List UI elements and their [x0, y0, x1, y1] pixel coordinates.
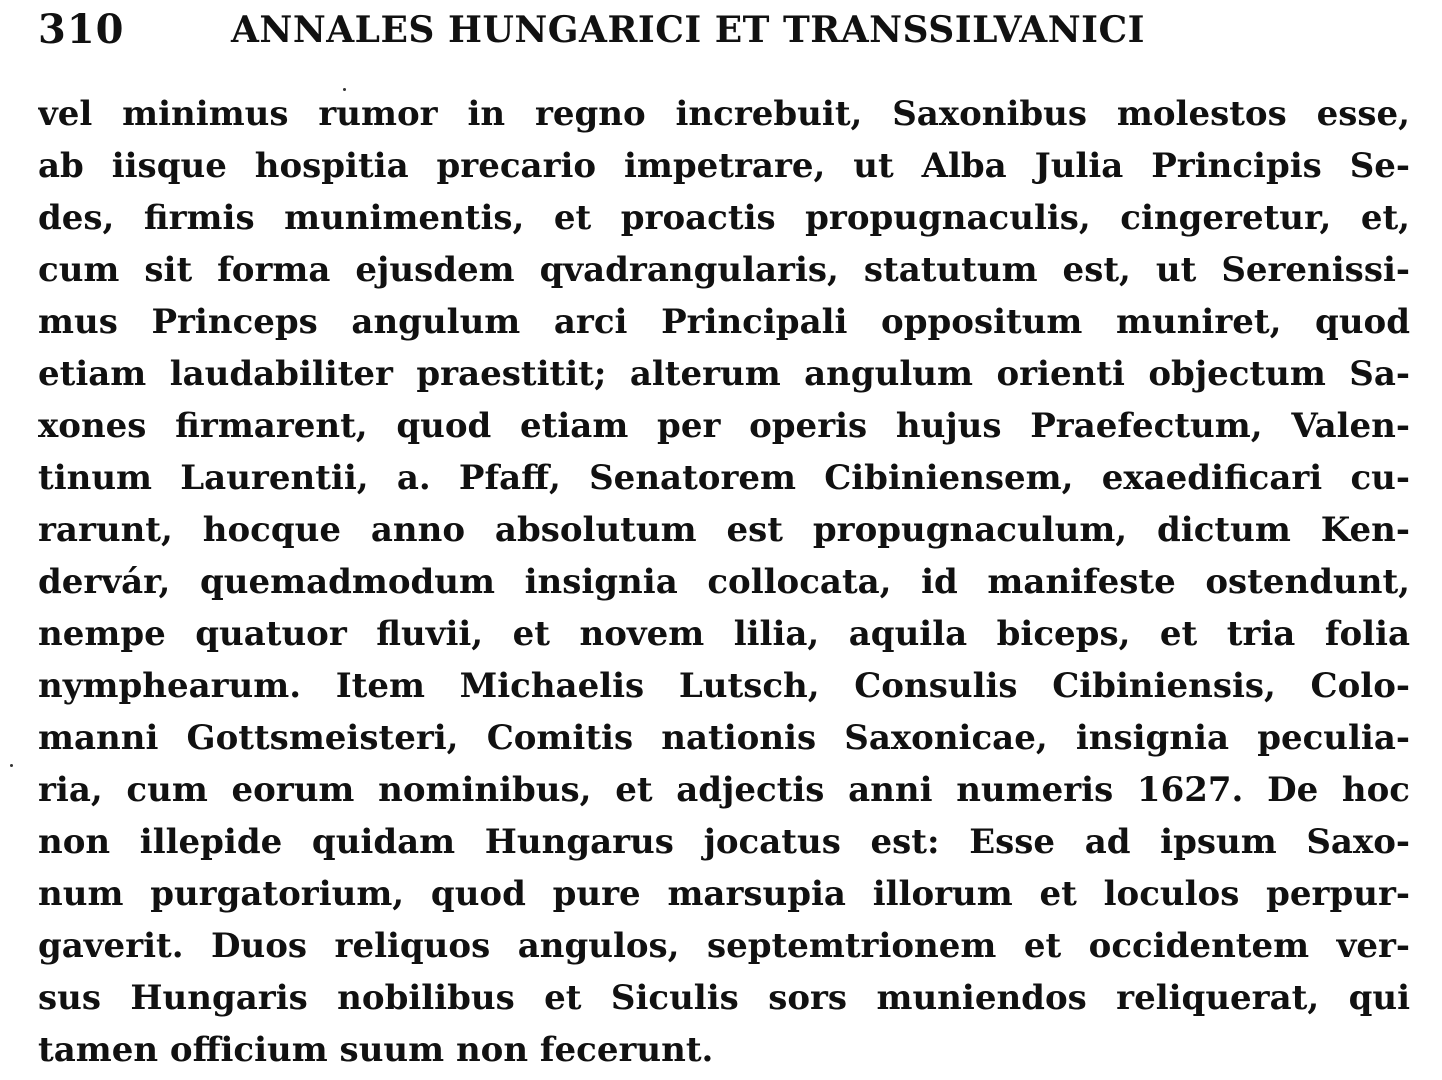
- text-line: ria, cum eorum nominibus, et adjectis anni numeris 1627. De hoc: [38, 770, 1410, 810]
- text-line: sus Hungaris nobilibus et Siculis sors muniendos reliquerat, qui: [38, 978, 1410, 1018]
- text-line: gaverit. Duos reliquos angulos, septemtrionem et occidentem ver-: [38, 926, 1410, 966]
- ink-speck: [10, 764, 13, 767]
- text-line: tinum Laurentii, a. Pfaff, Senatorem Cibiniensem, exaedificari cu-: [38, 458, 1410, 498]
- text-line-last: tamen officium suum non fecerunt.: [38, 1030, 714, 1070]
- text-line: nymphearum. Item Michaelis Lutsch, Consulis Cibiniensis, Colo-: [38, 666, 1410, 706]
- ink-speck: [343, 88, 346, 91]
- running-head: [38, 2, 1408, 58]
- running-title: ANNALES HUNGARICI ET TRANSSILVANICI: [231, 9, 1145, 51]
- text-line: mus Princeps angulum arci Principali oppositum muniret, quod: [38, 302, 1410, 342]
- text-line: xones firmarent, quod etiam per operis hujus Praefectum, Valen-: [38, 406, 1410, 446]
- text-line: manni Gottsmeisteri, Comitis nationis Saxonicae, insignia peculia-: [38, 718, 1410, 758]
- text-line: non illepide quidam Hungarus jocatus est: Esse ad ipsum Saxo-: [38, 822, 1410, 862]
- text-line: dervár, quemadmodum insignia collocata, id manifeste ostendunt,: [38, 562, 1410, 602]
- text-line: ab iisque hospitia precario impetrare, ut Alba Julia Principis Se-: [38, 146, 1410, 186]
- text-line: cum sit forma ejusdem qvadrangularis, statutum est, ut Serenissi-: [38, 250, 1410, 290]
- text-line: des, firmis munimentis, et proactis propugnaculis, cingeretur, et,: [38, 198, 1410, 238]
- page-number: 310: [38, 6, 125, 53]
- body-text: [38, 88, 1410, 1076]
- text-line: nempe quatuor fluvii, et novem lilia, aquila biceps, et tria folia: [38, 614, 1410, 654]
- text-line: vel minimus rumor in regno increbuit, Saxonibus molestos esse,: [38, 94, 1410, 134]
- text-line: num purgatorium, quod pure marsupia illorum et loculos perpur-: [38, 874, 1410, 914]
- text-line: etiam laudabiliter praestitit; alterum angulum orienti objectum Sa-: [38, 354, 1410, 394]
- text-line: rarunt, hocque anno absolutum est propugnaculum, dictum Ken-: [38, 510, 1410, 550]
